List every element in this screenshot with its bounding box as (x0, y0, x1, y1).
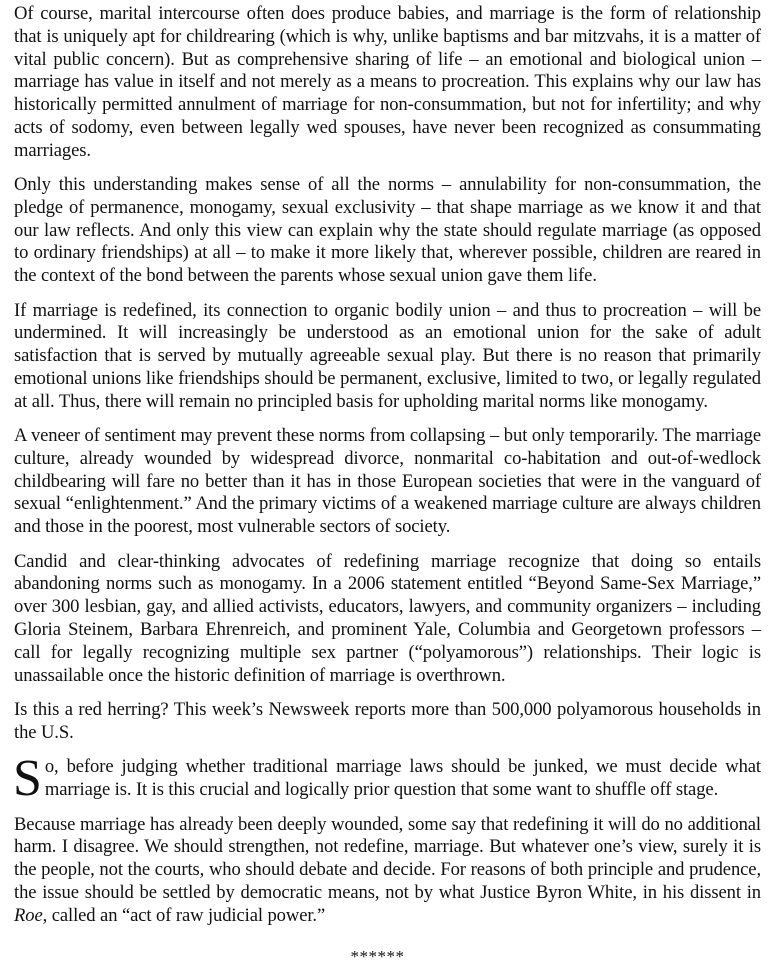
conclusion-text-start: Because marriage has already been deeply wounded, some say that redefining it will do no additional harm. I disagree. We should strengthen, not redefine, marriage. But whatever one’s view, surely it is the people, not the courts, who should debate and decide. For reasons of both principle and prudence, the issue should be settled by democratic means, not by what Justice Byron White, in his dissent in (14, 813, 761, 903)
paragraph-red-herring: Is this a red herring? This week’s Newsweek reports more than 500,000 polyamorous households in the U.S. (14, 699, 761, 744)
paragraph-conclusion (14, 814, 761, 928)
document-page (14, 3, 761, 967)
paragraph-dropcap (13, 750, 761, 808)
dropcap-paragraph-text: o, before judging whether traditional marriage laws should be junked, we must decide what marriage is. It is this crucial and logically prior question that some want to shuffle off stage. (44, 756, 761, 801)
drop-cap-letter: S (13, 750, 42, 808)
conclusion-text-end: , called an “act of raw judicial power.” (42, 904, 326, 926)
section-separator: ****** (350, 947, 405, 967)
paragraph-procreation: Of course, marital intercourse often does produce babies, and marriage is the form of relationship that is uniquely apt for childrearing (which is why, unlike baptisms and bar mitzvahs, it is a matter of vital public concern). But as comprehensive sharing of life – an emotional and biological union – marriage has value in itself and not merely as a means to procreation. This explains why our law has historically permitted annulment of marriage for non-consummation, but not for infertility; and why acts of sodomy, even between legally wed spouses, have never been recognized as consummating marriages. (14, 3, 761, 161)
paragraph-redefined: If marriage is redefined, its connection to organic bodily union – and thus to procreation – will be undermined. It will increasingly be understood as an emotional union for the sake of adult satisfaction that is served by mutually agreeable sexual play. But there is no reason that primarily emotional unions like friendships should be permanent, exclusive, limited to two, or legally regulated at all. Thus, there will remain no principled basis for upholding marital norms like monogamy. (14, 299, 761, 412)
paragraph-norms: Only this understanding makes sense of all the norms – annulability for non-consummation, the pledge of permanence, monogamy, sexual exclusivity – that shape marriage as we know it and that our law reflects. And only this view can explain why the state should regulate marriage (as opposed to ordinary friendships) at all – to make it more likely that, wherever possible, children are reared in the context of the bond between the parents whose sexual union gave them life. (14, 174, 761, 287)
case-name-roe: Roe (14, 904, 43, 926)
paragraph-advocates: Candid and clear-thinking advocates of redefining marriage recognize that doing so entails abandoning norms such as monogamy. In a 2006 statement entitled “Beyond Same-Sex Marriage,” over 300 lesbian, gay, and allied activists, educators, lawyers, and community organizers – including Gloria Steinem, Barbara Ehrenreich, and prominent Yale, Columbia and Georgetown professors – call for legally recognizing multiple sex partner (“polyamorous”) relationships. Their logic is unassailable once the historic definition of marriage is overthrown. (14, 550, 761, 686)
paragraph-veneer: A veneer of sentiment may prevent these norms from collapsing – but only temporarily. The marriage culture, already wounded by widespread divorce, nonmarital co-habitation and out-of-wedlock childbearing will fare no better than it has in those European societies that were in the vanguard of sexual “enlightenment.” And the primary victims of a weakened marriage culture are always children and those in the poorest, most vulnerable sectors of society. (14, 425, 761, 538)
